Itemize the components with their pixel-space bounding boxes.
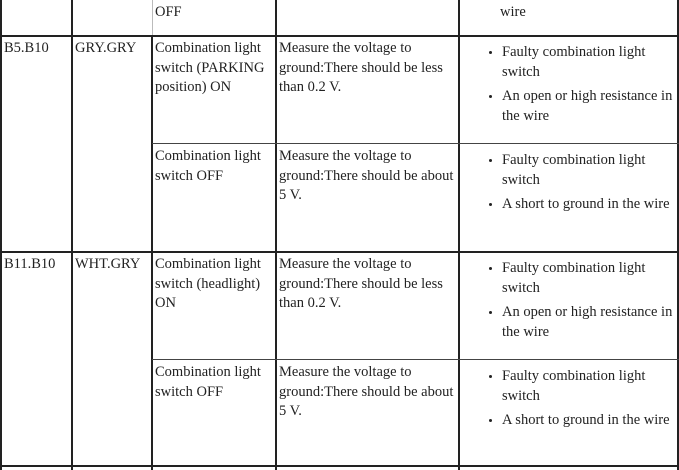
causes-cell: wire xyxy=(500,4,526,20)
table-border-left xyxy=(0,0,2,470)
spec-cell: Measure the voltage to ground:There should be less than 0.2 V. xyxy=(279,256,443,311)
spec-cell: Measure the voltage to ground:There should be about 5 V. xyxy=(279,364,454,419)
wire-color-cell: GRY.GRY xyxy=(75,40,137,56)
cause-item: • An open or high resistance in the wire xyxy=(502,303,675,342)
cause-item: • Faulty combination light switch xyxy=(502,43,675,82)
cause-item: • Faulty combination light switch xyxy=(502,259,675,298)
spec-cell: Measure the voltage to ground:There should be less than 0.2 V. xyxy=(279,40,443,95)
causes-cell xyxy=(460,254,677,348)
cause-item: • Faulty combination light switch xyxy=(502,151,675,190)
causes-cell xyxy=(460,362,677,437)
condition-cell: Combination light switch (PARKING position) ON xyxy=(155,40,265,95)
condition-cell: Combination light switch OFF xyxy=(155,364,261,400)
spec-cell: Measure the voltage to ground:There should be about 5 V. xyxy=(279,148,454,203)
terminal-cell: B5.B10 xyxy=(4,40,49,56)
condition-cell: Combination light switch OFF xyxy=(155,148,261,184)
row-divider xyxy=(0,35,679,37)
row-divider xyxy=(152,143,679,144)
cause-item: • Faulty combination light switch xyxy=(502,367,675,406)
causes-cell xyxy=(460,146,677,221)
cause-item: • A short to ground in the wire xyxy=(502,195,675,215)
causes-cell xyxy=(460,38,677,132)
row-divider xyxy=(152,359,679,360)
wire-color-cell: WHT.GRY xyxy=(75,256,141,272)
condition-cell: Combination light switch (headlight) ON xyxy=(155,256,261,311)
cause-item: • A short to ground in the wire xyxy=(502,411,675,431)
condition-cell: OFF xyxy=(155,4,182,20)
cause-item: • An open or high resistance in the wire xyxy=(502,87,675,126)
terminal-cell: B11.B10 xyxy=(4,256,56,272)
row-divider xyxy=(0,251,679,253)
table-border-bottom xyxy=(0,465,679,467)
column-divider xyxy=(71,0,73,470)
